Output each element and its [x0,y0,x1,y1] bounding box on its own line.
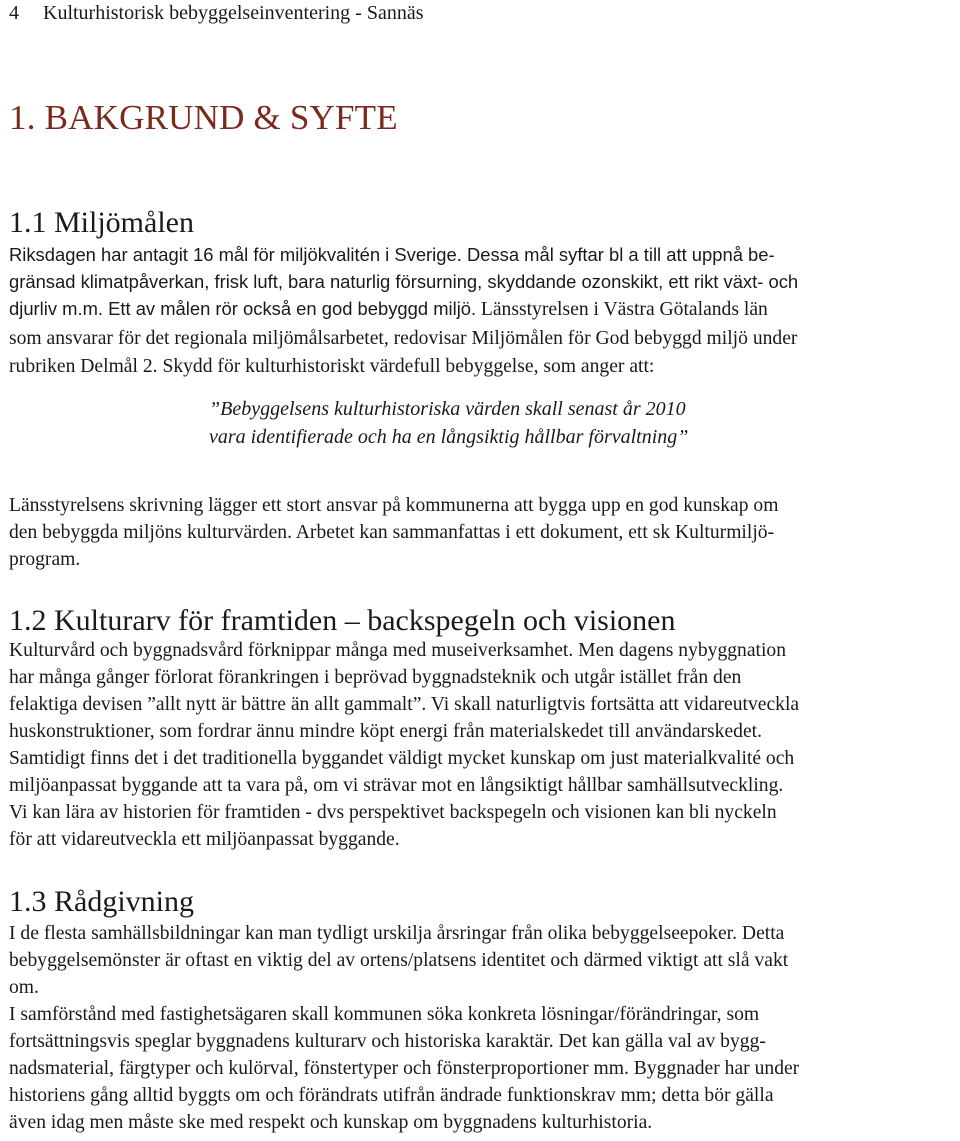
text-line: felaktiga devisen ”allt nytt är bättre än allt gammalt”. Vi skall naturligtvis fortsätta att vidareutveckla [9,694,800,715]
text-line: huskonstruktioner, som fordrar ännu mindre köpt energi från materialskedet till användarskedet. [9,721,762,742]
text-line: rubriken Delmål 2. Skydd för kulturhistoriskt värdefull bebyggelse, som anger att: [9,356,655,377]
heading-1-2: 1.2 Kulturarv för framtiden – backspegeln och visionen [9,604,676,637]
text-line: har många gånger förlorat förankringen i beprövad byggnadsteknik och utgår istället från den [9,667,742,688]
text-line: program. [9,549,81,570]
quote-line: ”Bebyggelsens kulturhistoriska värden skall senast år 2010 [209,398,686,420]
running-header [9,2,424,25]
section-title: 1. BAKGRUND & SYFTE [9,98,398,137]
text-line: även idag men måste ske med respekt och kunskap om byggnadens kulturhistoria. [9,1112,653,1133]
page-number: 4 [9,2,19,24]
text-line: miljöanpassat byggande att ta vara på, om vi strävar mot en långsiktigt hållbar samhällsutveckling. [9,775,784,796]
text-line: djurliv m.m. Ett av målen rör också en god bebyggd miljö. Länsstyrelsen i Västra Götalands län [9,298,768,320]
text-line: bebyggelsemönster är oftast en viktig del av ortens/platsens identitet och därmed viktigt att slå vakt [9,950,789,971]
text-line: den bebyggda miljöns kulturvärden. Arbetet kan sammanfattas i ett dokument, ett sk Kulturmiljö- [9,522,775,543]
text-line: I de flesta samhällsbildningar kan man tydligt urskilja årsringar från olika bebyggelseepoker. Detta [9,923,785,944]
heading-1-3: 1.3 Rådgivning [9,885,194,918]
text-line: Länsstyrelsens skrivning lägger ett stort ansvar på kommunerna att bygga upp en god kunskap om [9,495,779,516]
text-line: om. [9,977,39,998]
text-line: historiens gång alltid byggts om och förändrats utifrån ändrade funktionskrav mm; detta bör gälla [9,1085,774,1106]
text-line: I samförstånd med fastighetsägaren skall kommunen söka konkreta lösningar/förändringar, som [9,1004,760,1025]
text-line: Riksdagen har antagit 16 mål för miljökvalitén i Sverige. Dessa mål syftar bl a till att uppnå be- [9,244,775,265]
text-line: gränsad klimatpåverkan, frisk luft, bara naturlig försurning, skyddande ozonskikt, ett rikt växt- och [9,271,799,292]
text-line: för att vidareutveckla ett miljöanpassat byggande. [9,829,400,850]
text-line: Samtidigt finns det i det traditionella byggandet väldigt mycket kunskap om just materialkvalité och [9,748,795,769]
heading-1-1: 1.1 Miljömålen [9,206,194,239]
text-line: fortsättningsvis speglar byggnadens kulturarv och historiska karaktär. Det kan gälla val av bygg- [9,1031,766,1052]
text-line: Vi kan lära av historien för framtiden - dvs perspektivet backspegeln och visionen kan bli nyckeln [9,802,777,823]
quote-line: vara identifierade och ha en långsiktig hållbar förvaltning” [209,426,689,448]
text-line: Kulturvård och byggnadsvård förknippar många med museiverksamhet. Men dagens nybyggnation [9,640,787,661]
running-title: Kulturhistorisk bebyggelseinventering - Sannäs [43,2,424,24]
text-line: nadsmaterial, färgtyper och kulörval, fönstertyper och fönsterproportioner mm. Byggnader har under [9,1058,800,1079]
text-line: som ansvarar för det regionala miljömålsarbetet, redovisar Miljömålen för God bebyggd miljö under [9,328,798,349]
